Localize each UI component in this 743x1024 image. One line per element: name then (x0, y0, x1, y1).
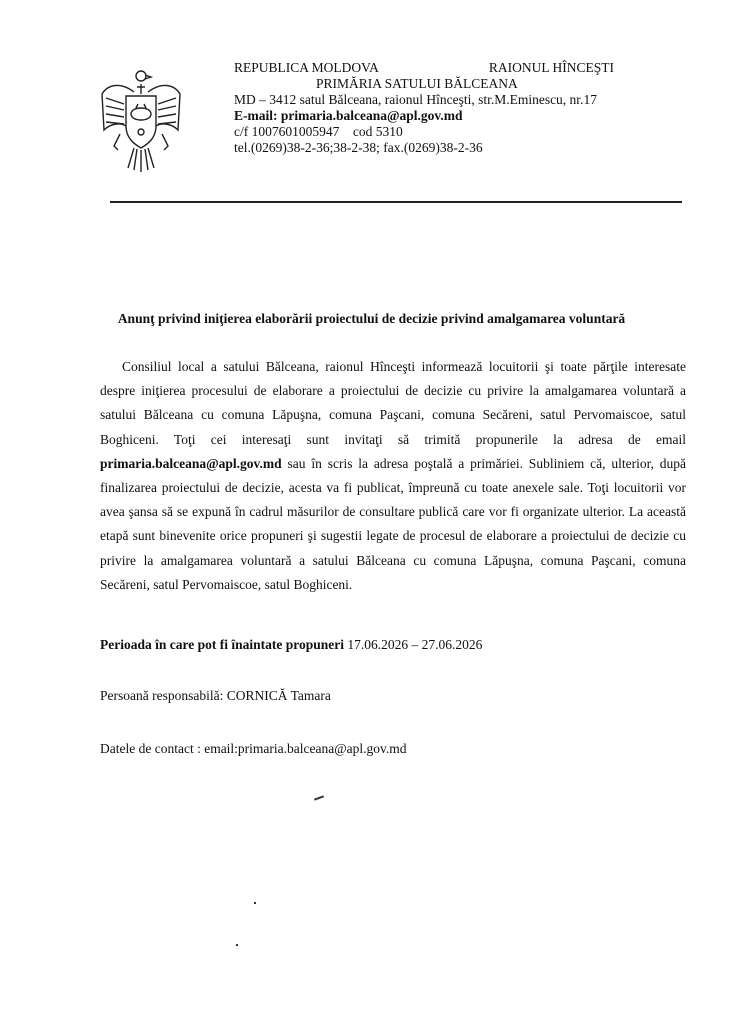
moldova-coat-of-arms-icon (96, 64, 186, 176)
announcement-body (100, 355, 686, 597)
body-paragraph (100, 355, 686, 597)
address-line: MD – 3412 satul Bălceana, raionul Hînceşti, str.M.Eminescu, nr.17 (234, 92, 597, 107)
email-label: E-mail: (234, 108, 281, 123)
body-text-part2: sau în scris la adresa poştală a primăriei. Subliniem că, ulterior, după finalizarea proiectului de decizie, acesta va fi publicat, împreună cu toate anexele sale. Toţi locuitorii vor avea şansa să se expună în cadrul măsurilor de consultare publică care vor fi organizate ulterior. La această etapă sunt binevenite orice propuneri şi sugestii legate de procesul de elaborare a proiectului de decizie cu privire la amalgamarea voluntară a satului Bălceana cu comuna Lăpuşna, comuna Paşcani, comuna Secăreni, satul Pervomaiscoe, satul Boghiceni. (100, 455, 686, 592)
district-name: RAIONUL HÎNCEŞTI (488, 60, 614, 75)
country-name: REPUBLICA MOLDOVA (234, 60, 379, 75)
proposal-period (100, 637, 482, 653)
period-label: Perioada în care pot fi înaintate propuneri (100, 637, 344, 652)
email-address: primaria.balceana@apl.gov.md (280, 108, 463, 123)
ink-dot (236, 944, 238, 946)
contact-details: Datele de contact : email:primaria.balceana@apl.gov.md (100, 741, 407, 756)
phone-line: tel.(0269)38-2-36;38-2-38; fax.(0269)38-2-36 (234, 140, 483, 155)
institution-name: PRIMĂRIA SATULUI BĂLCEANA (316, 76, 518, 91)
body-email: primaria.balceana@apl.gov.md (100, 455, 282, 471)
period-value: 17.06.2026 – 27.06.2026 (344, 637, 483, 652)
responsible-person: Persoană responsabilă: CORNICĂ Tamara (100, 688, 331, 703)
fiscal-code-line: c/f 1007601005947 cod 5310 (234, 124, 403, 139)
letterhead (234, 60, 704, 156)
email-line (234, 108, 704, 124)
announcement-title: Anunţ privind iniţierea elaborării proiectului de decizie privind amalgamarea voluntară (117, 311, 626, 326)
ink-dot (254, 902, 256, 904)
header-divider (110, 201, 682, 203)
ink-mark (314, 795, 324, 800)
body-text-part1: Consiliul local a satului Bălceana, raionul Hînceşti informează locuitorii şi toate părţile interesate despre iniţierea procesului de elaborare a proiectului de decizie cu privire la amalgamarea voluntară a satului Bălceana cu comuna Lăpuşna, comuna Paşcani, comuna Secăreni, satul Pervomaiscoe, satul Boghiceni. Toţi cei interesaţi sunt invitaţi să trimită propunerile la adresa de email (100, 359, 686, 447)
